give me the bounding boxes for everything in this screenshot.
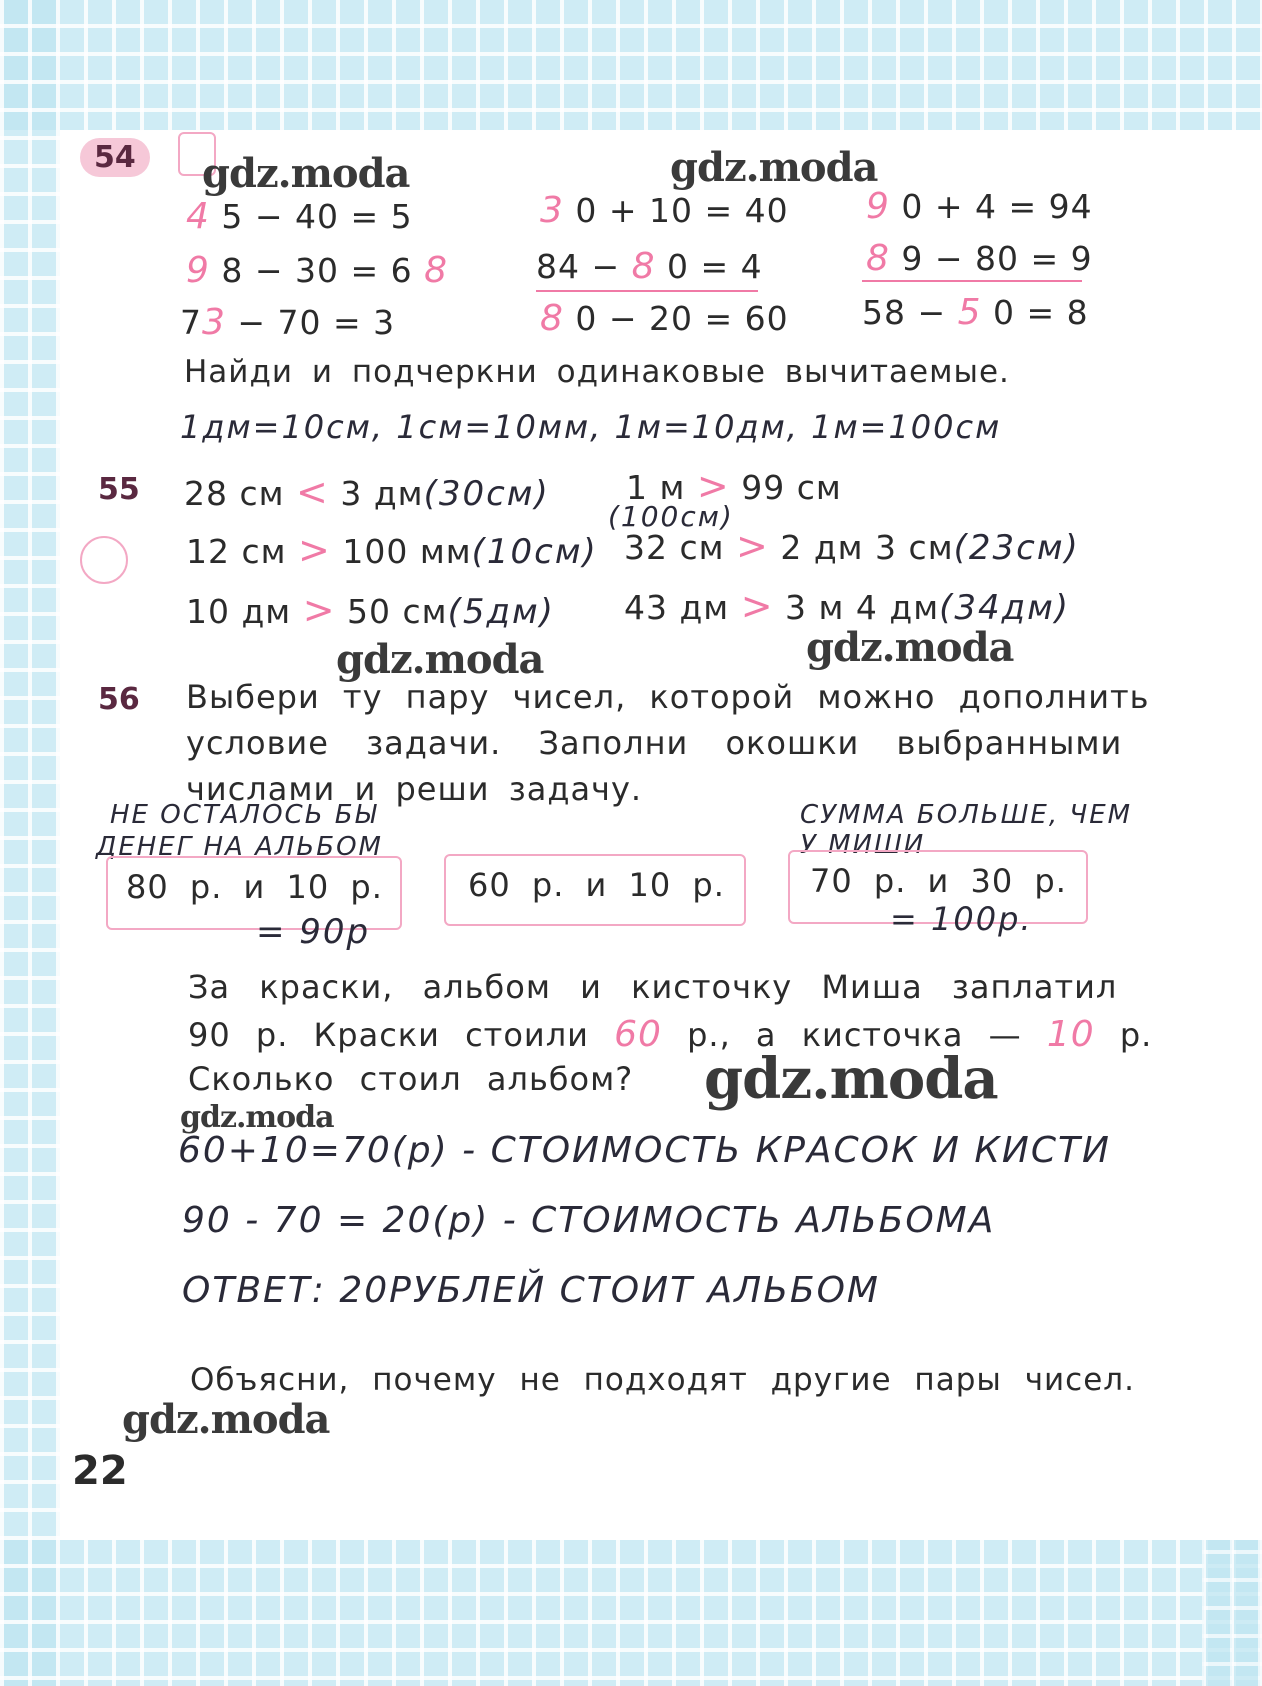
underline-mark bbox=[862, 280, 1082, 282]
filled-digit: 3 bbox=[202, 302, 226, 343]
compare-right: 2 дм 3 см bbox=[780, 528, 954, 567]
option-text: 80 р. и 10 р. bbox=[126, 868, 383, 906]
handwritten-note: = 100р. bbox=[890, 900, 1033, 938]
problem-text-part: р. bbox=[1119, 1016, 1153, 1054]
problem-text: Сколько стоил альбом? bbox=[188, 1060, 634, 1098]
exercise-56-number: 56 bbox=[98, 682, 140, 717]
compare-right: 3 м 4 дм bbox=[785, 588, 940, 627]
grade-circle bbox=[80, 536, 128, 584]
handwritten-note: НЕ ОСТАЛОСЬ БЫ bbox=[110, 800, 378, 830]
compare-row bbox=[624, 524, 1080, 568]
equation-text: 0 = 4 bbox=[667, 247, 763, 286]
filled-digit: 8 bbox=[866, 238, 890, 279]
handwritten-note: (34дм) bbox=[939, 588, 1071, 628]
exercise-55-number: 55 bbox=[98, 472, 140, 507]
problem-text-part: р., а кисточка — bbox=[687, 1016, 1022, 1054]
watermark: gdz.moda bbox=[704, 1046, 998, 1112]
compare-left: 43 дм bbox=[624, 588, 730, 627]
handwritten-note: (23см) bbox=[953, 528, 1080, 568]
tile-border-top bbox=[0, 0, 1262, 130]
equation-text: 7 bbox=[180, 303, 202, 342]
task-text: условие задачи. Заполни окошки выбранными bbox=[186, 724, 1123, 762]
problem-text-part: 90 р. Краски стоили bbox=[188, 1016, 589, 1054]
compare-row bbox=[624, 584, 1070, 628]
equation-row bbox=[186, 196, 413, 237]
compare-sign: < bbox=[296, 470, 329, 514]
watermark: gdz.moda bbox=[336, 636, 544, 683]
equation-text: 5 − 40 = 5 bbox=[221, 197, 413, 236]
exercise-54-number: 54 bbox=[80, 138, 150, 177]
filled-digit: 9 bbox=[866, 186, 890, 227]
task-text: Выбери ту пару чисел, которой можно дополнить bbox=[186, 678, 1150, 716]
solution-line: 60+10=70(р) - СТОИМОСТЬ КРАСОК И КИСТИ bbox=[178, 1130, 1111, 1171]
filled-digit: 5 bbox=[957, 292, 982, 333]
equation-row bbox=[862, 292, 1089, 333]
handwritten-note: = 90р bbox=[256, 912, 371, 952]
compare-left: 10 дм bbox=[186, 592, 292, 631]
page-number: 22 bbox=[72, 1448, 128, 1494]
filled-digit: 4 bbox=[186, 196, 210, 237]
compare-left: 1 м bbox=[626, 468, 686, 507]
equation-row bbox=[866, 238, 1093, 279]
filled-digit: 8 bbox=[424, 250, 449, 291]
equation-text: 58 − bbox=[862, 293, 947, 332]
task-text: числами и реши задачу. bbox=[186, 770, 643, 808]
answer-line: ОТВЕТ: 20РУБЛЕЙ СТОИТ АЛЬБОМ bbox=[182, 1270, 880, 1311]
compare-sign: > bbox=[696, 464, 730, 508]
equation-row bbox=[180, 302, 395, 343]
filled-digit: 8 bbox=[631, 246, 656, 287]
equation-text: 84 − bbox=[536, 247, 621, 286]
handwritten-note: У МИШИ bbox=[800, 830, 926, 860]
compare-left: 32 см bbox=[624, 528, 725, 567]
compare-left: 28 см bbox=[184, 474, 285, 513]
filled-number: 10 bbox=[1046, 1014, 1095, 1055]
handwritten-note: (10см) bbox=[471, 532, 598, 572]
problem-text bbox=[188, 1014, 1152, 1055]
compare-right: 99 см bbox=[741, 468, 842, 507]
problem-text: За краски, альбом и кисточку Миша заплатил bbox=[188, 968, 1118, 1006]
equation-text: 0 + 10 = 40 bbox=[575, 191, 789, 230]
compare-sign: > bbox=[302, 588, 336, 632]
filled-digit: 3 bbox=[540, 190, 564, 231]
equation-row bbox=[536, 246, 763, 287]
compare-sign: > bbox=[736, 524, 769, 568]
tile-border-left bbox=[0, 0, 60, 1686]
instruction-text: Найди и подчеркни одинаковые вычитаемые. bbox=[184, 354, 1010, 390]
handwritten-note: 1дм=10см, 1см=10мм, 1м=10дм, 1м=100см bbox=[180, 408, 1002, 446]
equation-row bbox=[540, 298, 789, 339]
option-text: 60 р. и 10 р. bbox=[468, 866, 725, 904]
underline-mark bbox=[536, 290, 758, 292]
equation-text: − 70 = 3 bbox=[237, 303, 396, 342]
equation-row bbox=[866, 186, 1093, 227]
option-text: 70 р. и 30 р. bbox=[810, 862, 1067, 900]
handwritten-note: СУММА БОЛЬШЕ, ЧЕМ bbox=[800, 800, 1133, 830]
tile-border-bottom bbox=[0, 1540, 1262, 1686]
watermark: gdz.moda bbox=[202, 150, 410, 197]
equation-text: 9 − 80 = 9 bbox=[901, 239, 1093, 278]
watermark: gdz.moda bbox=[670, 144, 878, 191]
compare-row bbox=[186, 588, 555, 632]
task-text: Объясни, почему не подходят другие пары чисел. bbox=[190, 1362, 1135, 1398]
handwritten-note: ДЕНЕГ НА АЛЬБОМ bbox=[96, 832, 383, 862]
watermark: gdz.moda bbox=[122, 1396, 330, 1443]
filled-number: 60 bbox=[614, 1014, 662, 1055]
compare-sign: > bbox=[740, 584, 774, 628]
watermark: gdz.moda bbox=[180, 1100, 334, 1135]
solution-line: 90 - 70 = 20(р) - СТОИМОСТЬ АЛЬБОМА bbox=[182, 1200, 996, 1241]
compare-right: 50 см bbox=[347, 592, 448, 631]
handwritten-note: (5дм) bbox=[447, 592, 555, 632]
equation-text: 0 − 20 = 60 bbox=[575, 299, 789, 338]
filled-digit: 8 bbox=[540, 298, 564, 339]
compare-right: 3 дм bbox=[340, 474, 424, 513]
compare-sign: > bbox=[298, 528, 331, 572]
filled-digit: 9 bbox=[186, 250, 210, 291]
equation-row bbox=[540, 190, 789, 231]
watermark: gdz.moda bbox=[806, 624, 1014, 671]
handwritten-note: (100см) bbox=[608, 500, 734, 533]
equation-text: 8 − 30 = 6 bbox=[221, 251, 413, 290]
compare-left: 12 см bbox=[186, 532, 287, 571]
compare-row bbox=[184, 470, 550, 514]
equation-row bbox=[186, 250, 448, 291]
equation-text: 0 = 8 bbox=[993, 293, 1089, 332]
equation-text: 0 + 4 = 94 bbox=[901, 187, 1093, 226]
handwritten-note: (30см) bbox=[423, 474, 550, 514]
compare-row bbox=[186, 528, 598, 572]
compare-right: 100 мм bbox=[342, 532, 472, 571]
